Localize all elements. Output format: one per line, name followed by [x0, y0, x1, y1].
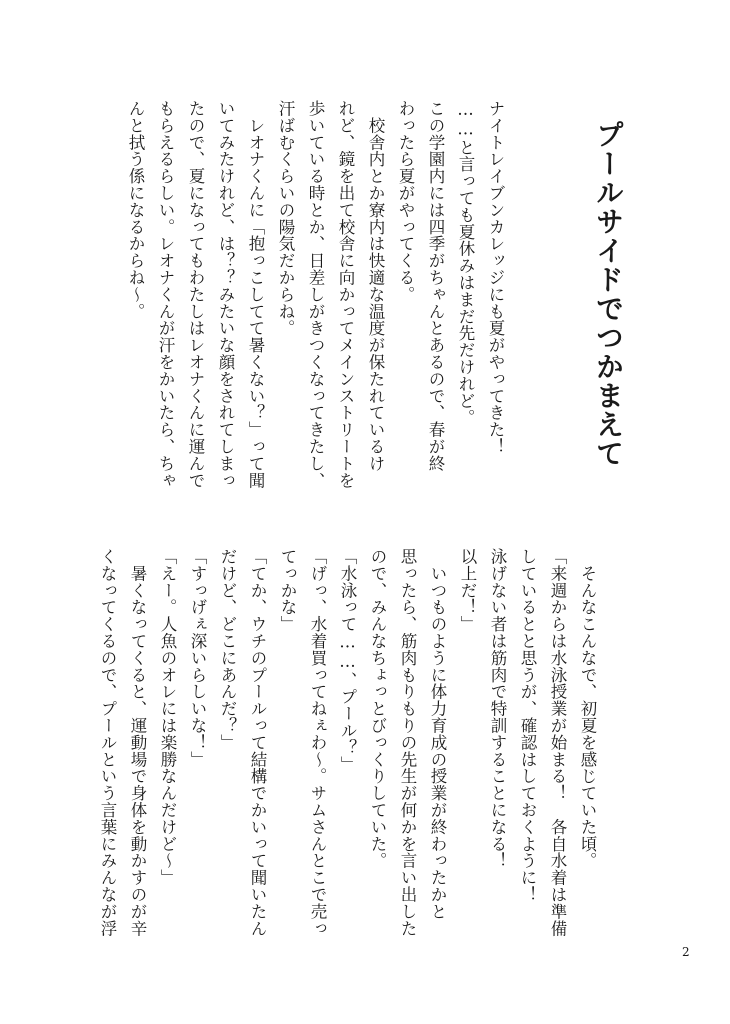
text-line: くなってくるので、プールという言葉にみんなが浮	[98, 548, 117, 937]
text-line: 「来週からは水泳授業が始まる！ 各自水着は準備	[548, 548, 567, 937]
text-line: 「水泳って……、プール？」	[338, 548, 357, 773]
lower-text-block	[98, 548, 602, 937]
text-line: ナイトレイブンカレッジにも夏がやってきた！	[486, 100, 505, 455]
text-line: いてみたけれど、は？？みたいな顔をされてしまっ	[216, 100, 235, 489]
chapter-title: プールサイドでつかまえて	[592, 120, 625, 468]
text-line: レオナくんに「抱っこしてて暑くない？」って聞	[246, 100, 265, 489]
text-line: だけど、どこにあんだ？」	[218, 548, 237, 751]
page-number: 2	[682, 945, 690, 959]
text-line: もらえるらしい。レオナくんが汗をかいたら、ちゃ	[156, 100, 175, 489]
text-line: たので、夏になってもわたしはレオナくんに運んで	[186, 100, 205, 489]
text-line: いつものように体力育成の授業が終わったかと	[428, 548, 447, 920]
text-line: この学園内には四季がちゃんとあるので、春が終	[426, 100, 445, 472]
text-line: わったら夏がやってくる。	[396, 100, 415, 303]
text-line: てっかな」	[278, 548, 297, 633]
text-line: 校舎内とか寮内は快適な温度が保たれているけ	[366, 100, 385, 472]
text-line: 汗ばむくらいの陽気だからね。	[276, 100, 295, 337]
text-line: 「えー。人魚のオレには楽勝なんだけど〜」	[158, 548, 177, 886]
text-line: そんなこんなで、初夏を感じていた頃。	[578, 548, 597, 870]
text-line: 「すっげぇ深いらしいな！」	[188, 548, 207, 768]
text-line: れど、鏡を出て校舎に向かってメインストリートを	[336, 100, 355, 489]
upper-text-block	[126, 100, 510, 500]
text-line: 「げっ、水着買ってねぇわ〜。サムさんとこで売っ	[308, 548, 327, 937]
text-line: 「てか、ウチのプールって結構でかいって聞いたん	[248, 548, 267, 937]
text-line: 暑くなってくると、運動場で身体を動かすのが辛	[128, 548, 147, 937]
text-line: 思ったら、筋肉もりもりの先生が何かを言い出した	[398, 548, 417, 937]
text-line: ……と言っても夏休みはまだ先だけれど。	[456, 100, 475, 427]
text-line: 泳げない者は筋肉で特訓することになる！	[488, 548, 507, 870]
text-line: ので、みんなちょっとびっくりしていた。	[368, 548, 387, 870]
text-line: しているとと思うが、確認はしておくように！	[518, 548, 537, 903]
text-line: 歩いている時とか、日差しがきつくなってきたし、	[306, 100, 325, 489]
text-line: んと拭う係になるからね〜。	[126, 100, 145, 320]
text-line: 以上だ！」	[458, 548, 477, 633]
